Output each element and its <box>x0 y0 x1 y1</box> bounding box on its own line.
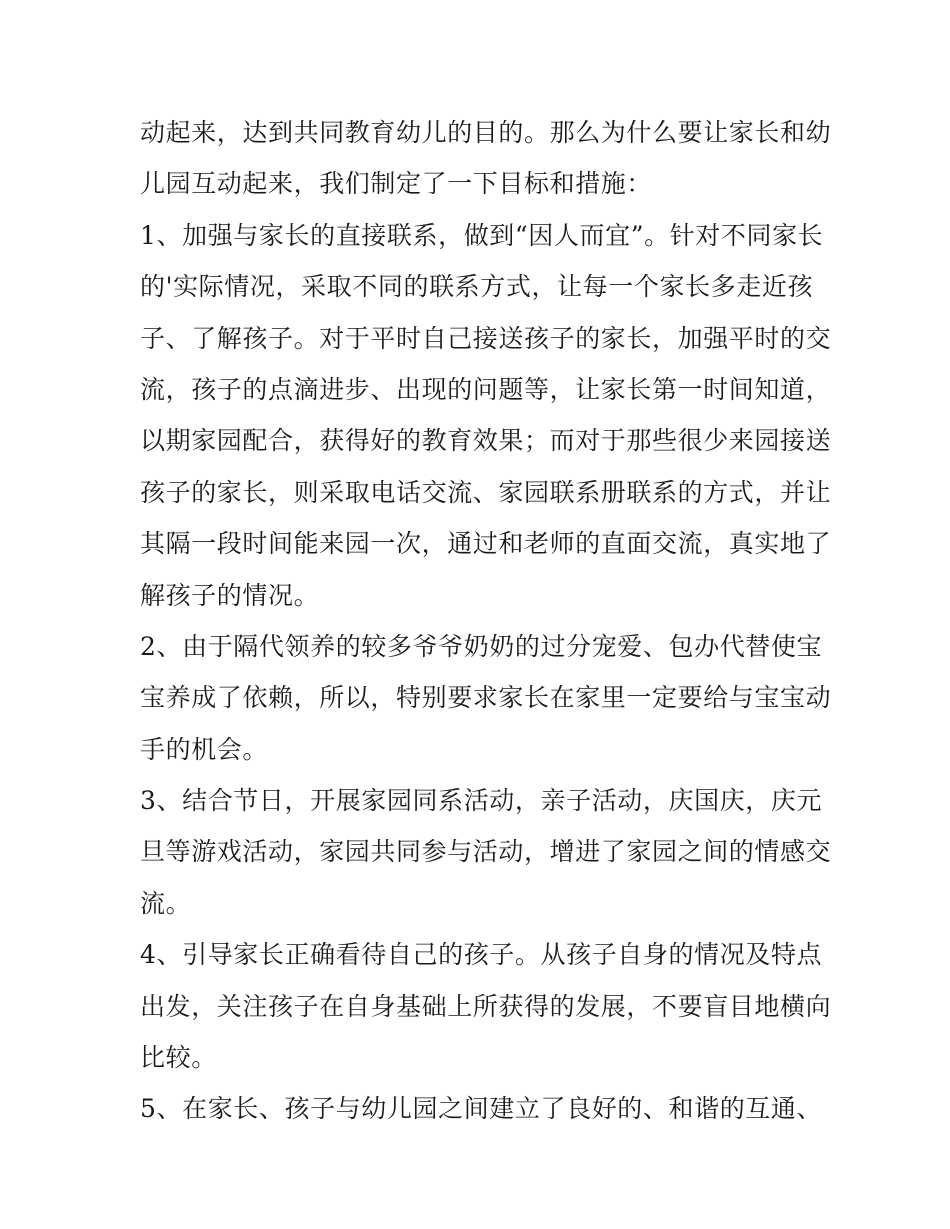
text-line: 其隔一段时间能来园一次，通过和老师的直面交流，真实地了 <box>140 529 832 559</box>
text-line: 2、由于隔代领养的较多爷爷奶奶的过分宠爱、包办代替使宝 <box>140 631 823 661</box>
document-body <box>140 107 832 1135</box>
text-line: 以期家园配合，获得好的教育效果；而对于那些很少来园接送 <box>140 426 832 456</box>
text-line: 1、加强与家长的直接联系，做到“因人而宜”。针对不同家长 <box>140 220 824 250</box>
text-line: 5、在家长、孩子与幼儿园之间建立了良好的、和谐的互通、 <box>140 1094 823 1124</box>
text-line: 子、了解孩子。对于平时自己接送孩子的家长，加强平时的交 <box>140 323 832 353</box>
text-line: 流，孩子的点滴进步、出现的问题等，让家长第一时间知道， <box>140 374 832 404</box>
text-line: 手的机会。 <box>140 734 269 764</box>
text-line: 动起来，达到共同教育幼儿的目的。那么为什么要让家长和幼 <box>140 118 832 147</box>
text-line: 3、结合节日，开展家园同系活动，亲子活动，庆国庆，庆元 <box>140 786 823 816</box>
text-line: 4、引导家长正确看待自己的孩子。从孩子自身的情况及特点 <box>140 940 823 970</box>
text-line: 解孩子的情况。 <box>140 580 320 610</box>
text-line: 的'实际情况，采取不同的联系方式，让每一个家长多走近孩 <box>140 272 814 302</box>
text-line: 儿园互动起来，我们制定了一下目标和措施： <box>140 169 653 199</box>
text-line: 比较。 <box>140 1043 217 1073</box>
text-line: 宝养成了依赖，所以，特别要求家长在家里一定要给与宝宝动 <box>140 683 832 713</box>
text-line: 流。 <box>140 888 192 918</box>
text-line: 旦等游戏活动，家园共同参与活动，增进了家园之间的情感交 <box>140 837 832 867</box>
text-line: 出发，关注孩子在自身基础上所获得的发展，不要盲目地横向 <box>140 991 832 1021</box>
text-line: 孩子的家长，则采取电话交流、家园联系册联系的方式，并让 <box>140 477 832 507</box>
